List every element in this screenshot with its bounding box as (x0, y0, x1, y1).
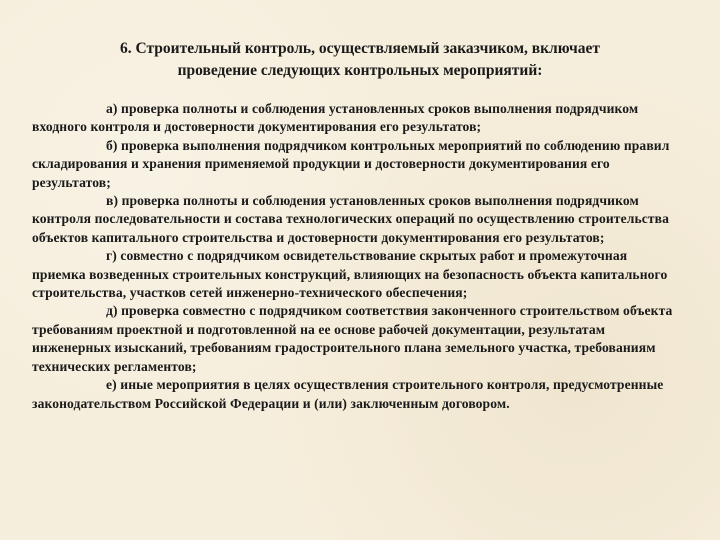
title-line-1: 6. Строительный контроль, осуществляемый заказчиком, включает (120, 40, 600, 57)
list-item-e: е) иные мероприятия в целях осуществления строительного контроля, предусмотренные законодательством Российской Федерации и (или) заключенным договором. (32, 377, 664, 411)
slide-title (40, 38, 680, 82)
title-line-2: проведение следующих контрольных мероприятий: (177, 62, 543, 79)
list-item-b: б) проверка выполнения подрядчиком контрольных мероприятий по соблюдению правил складирования и хранения применяемой продукции и достоверности документирования его результатов; (32, 137, 670, 190)
measures-list (32, 100, 682, 413)
list-item-a: а) проверка полноты и соблюдения установленных сроков выполнения подрядчиком входного контроля и достоверности документирования его результатов; (32, 101, 639, 135)
list-item-v: в) проверка полноты и соблюдения установленных сроков выполнения подрядчиком контроля последовательности и состава технологических операций по осуществлению строительства объектов капитального строительства и достоверности документирования его результатов; (32, 193, 669, 245)
list-item-g: г) совместно с подрядчиком освидетельствование скрытых работ и промежуточная приемка возведенных строительных конструкций, влияющих на безопасность объекта капитального строительства, участков сетей инженерно-технического обеспечения; (32, 248, 668, 301)
list-item-d: д) проверка совместно с подрядчиком соответствия законченного строительством объекта требованиям проектной и подготовленной на ее основе рабочей документации, результатам инженерных изысканий, требованиям градостроительного плана земельного участка, требованиям технических регламентов; (32, 303, 673, 374)
